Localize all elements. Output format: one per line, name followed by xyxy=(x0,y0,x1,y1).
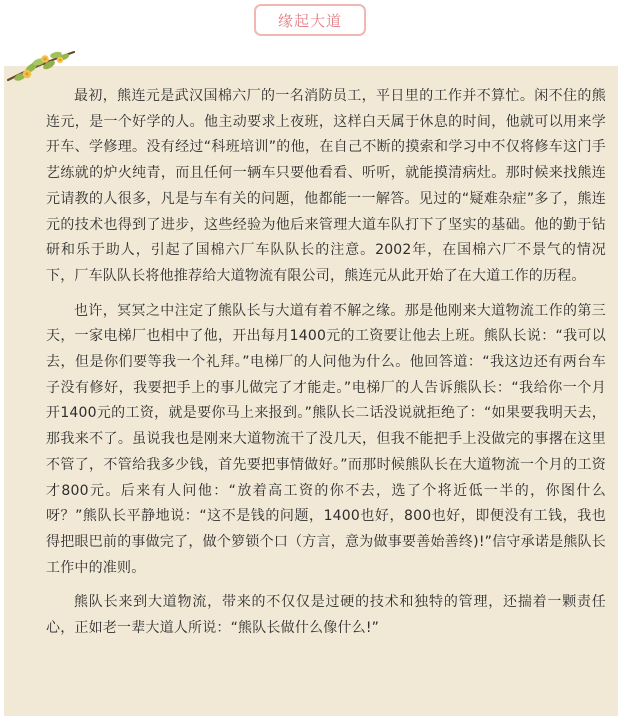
paragraph: 也许，冥冥之中注定了熊队长与大道有着不解之缘。那是他刚来大道物流工作的第三天，一家电梯厂也相中了他，开出每月1400元的工资要让他去上班。熊队长说：“我可以去，但是你们要等我一个礼拜。”电梯厂的人问他为什么。他回答道：“我这边还有两台车子没有修好，我要把手上的事儿做完了才能走。”电梯厂的人告诉熊队长：“我给你一个月开1400元的工资，就是要你马上来报到。”熊队长二话没说就拒绝了：“如果要我明天去，那我来不了。虽说我也是刚来大道物流干了没几天，但我不能把手上没做完的事撂在这里不管了，不管给我多少钱，首先要把事情做好。”而那时候熊队长在大道物流一个月的工资才800元。后来有人问他：“放着高工资的你不去，选了个将近低一半的，你图什么呀？”熊队长平静地说：“这不是钱的问题，1400也好，800也好，即便没有工钱，我也得把眼巴前的事做完了，做个箩锁个口（方言，意为做事要善始善终)!”信守承诺是熊队长工作中的准则。 xyxy=(46,302,606,576)
header xyxy=(0,0,622,60)
article-body xyxy=(46,84,606,651)
branch-icon xyxy=(6,44,76,90)
paragraph: 最初，熊连元是武汉国棉六厂的一名消防员工，平日里的工作并不算忙。闲不住的熊连元，是一个好学的人。他主动要求上夜班，这样白天属于休息的时间，他就可以用来学开车、学修理。没有经过“科班培训”的他，在自己不断的摸索和学习中不仅将修车这门手艺练就的炉火纯青，而且任何一辆车只要他看看、听听，就能摸清病灶。那时候来找熊连元请教的人很多，凡是与车有关的问题，他都能一一解答。见过的“疑难杂症”多了，熊连元的技术也得到了进步，这些经验为他后来管理大道车队打下了坚实的基础。他的勤于钻研和乐于助人，引起了国棉六厂车队队长的注意。2002年，在国棉六厂不景气的情况下，厂车队队长将他推荐给大道物流有限公司，熊连元从此开始了在大道工作的历程。 xyxy=(46,88,606,284)
paragraph: 熊队长来到大道物流，带来的不仅仅是过硬的技术和独特的管理，还揣着一颗责任心，正如老一辈大道人所说：“熊队长做什么像什么!” xyxy=(46,594,606,637)
section-title: 缘起大道 xyxy=(254,4,366,36)
